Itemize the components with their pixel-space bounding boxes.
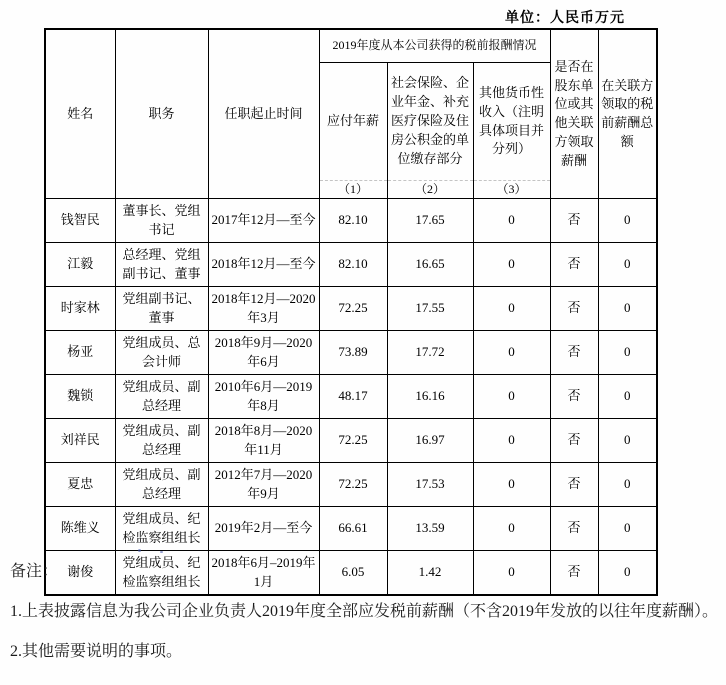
header-other-income: 其他货币性收入（注明具体项目并分列） (473, 63, 550, 181)
cell-related-total: 0 (598, 551, 657, 596)
cell-other: 0 (473, 463, 550, 507)
cell-related-total: 0 (598, 199, 657, 243)
cell-name: 魏锁 (45, 375, 115, 419)
scan-artifact-dot (160, 551, 163, 553)
cell-insurance: 17.72 (387, 331, 473, 375)
cell-term: 2010年6月—2019年8月 (208, 375, 319, 419)
cell-salary: 6.05 (319, 551, 387, 596)
cell-other: 0 (473, 551, 550, 596)
cell-related: 否 (550, 331, 598, 375)
cell-other: 0 (473, 419, 550, 463)
cell-other: 0 (473, 199, 550, 243)
header-position: 职务 (115, 29, 208, 199)
table-row (45, 287, 657, 331)
notes-section (10, 560, 718, 680)
cell-term: 2018年12月—至今 (208, 243, 319, 287)
table-row (45, 243, 657, 287)
table-row (45, 507, 657, 551)
cell-term: 2018年8月—2020年11月 (208, 419, 319, 463)
cell-related: 否 (550, 199, 598, 243)
cell-name: 陈维义 (45, 507, 115, 551)
cell-insurance: 1.42 (387, 551, 473, 596)
cell-salary: 72.25 (319, 463, 387, 507)
header-sub1: （1） (319, 181, 387, 199)
note-line: 2.其他需要说明的事项。 (10, 643, 183, 660)
cell-salary: 48.17 (319, 375, 387, 419)
table-row (45, 463, 657, 507)
cell-name: 谢俊 (45, 551, 115, 596)
cell-position: 党组成员、总会计师 (115, 331, 208, 375)
cell-position: 董事长、党组书记 (115, 199, 208, 243)
cell-other: 0 (473, 243, 550, 287)
cell-term: 2018年9月—2020年6月 (208, 331, 319, 375)
cell-insurance: 17.53 (387, 463, 473, 507)
cell-insurance: 13.59 (387, 507, 473, 551)
cell-related-total: 0 (598, 243, 657, 287)
cell-other: 0 (473, 375, 550, 419)
cell-salary: 73.89 (319, 331, 387, 375)
cell-salary: 82.10 (319, 199, 387, 243)
cell-salary: 72.25 (319, 287, 387, 331)
cell-related: 否 (550, 463, 598, 507)
cell-position: 党组成员、纪检监察组组长 (115, 507, 208, 551)
cell-related-total: 0 (598, 375, 657, 419)
header-sub3: （3） (473, 181, 550, 199)
cell-term: 2018年6月–2019年1月 (208, 551, 319, 596)
cell-salary: 82.10 (319, 243, 387, 287)
cell-term: 2018年12月—2020年3月 (208, 287, 319, 331)
header-pretax-group: 2019年度从本公司获得的税前报酬情况 (319, 29, 550, 63)
header-related-party-paid: 是否在股东单位或其他关联方领取薪酬 (550, 29, 598, 199)
header-row-group (45, 29, 657, 63)
cell-name: 钱智民 (45, 199, 115, 243)
cell-related: 否 (550, 375, 598, 419)
cell-insurance: 16.65 (387, 243, 473, 287)
cell-term: 2012年7月—2020年9月 (208, 463, 319, 507)
cell-other: 0 (473, 331, 550, 375)
cell-related: 否 (550, 243, 598, 287)
cell-related-total: 0 (598, 507, 657, 551)
cell-position: 党组成员、副总经理 (115, 419, 208, 463)
header-related-party-total: 在关联方领取的税前薪酬总额 (598, 29, 657, 199)
cell-related-total: 0 (598, 331, 657, 375)
table-row (45, 199, 657, 243)
cell-term: 2017年12月—至今 (208, 199, 319, 243)
cell-name: 刘祥民 (45, 419, 115, 463)
compensation-table (44, 28, 658, 596)
cell-other: 0 (473, 287, 550, 331)
cell-position: 总经理、党组副书记、董事 (115, 243, 208, 287)
cell-term: 2019年2月—至今 (208, 507, 319, 551)
header-insurance: 社会保险、企业年金、补充医疗保险及住房公积金的单位缴存部分 (387, 63, 473, 181)
header-term: 任职起止时间 (208, 29, 319, 199)
cell-position: 党组成员、副总经理 (115, 463, 208, 507)
table-row (45, 419, 657, 463)
cell-related: 否 (550, 507, 598, 551)
unit-label: 单位：人民币万元 (505, 11, 625, 26)
notes-title: 备注： (10, 563, 59, 580)
cell-position: 党组成员、副总经理 (115, 375, 208, 419)
cell-related: 否 (550, 287, 598, 331)
header-sub2: （2） (387, 181, 473, 199)
cell-insurance: 17.55 (387, 287, 473, 331)
cell-related-total: 0 (598, 463, 657, 507)
table-row (45, 331, 657, 375)
cell-insurance: 16.16 (387, 375, 473, 419)
cell-related: 否 (550, 551, 598, 596)
cell-insurance: 17.65 (387, 199, 473, 243)
note-line: 1.上表披露信息为我公司企业负责人2019年度全部应发税前薪酬（不含2019年发放的以往年度薪酬）。 (10, 603, 719, 620)
table-row (45, 375, 657, 419)
cell-salary: 66.61 (319, 507, 387, 551)
cell-position: 党组副书记、董事 (115, 287, 208, 331)
header-name: 姓名 (45, 29, 115, 199)
cell-other: 0 (473, 507, 550, 551)
cell-related-total: 0 (598, 287, 657, 331)
cell-position: 党组成员、纪检监察组组长 (115, 551, 208, 596)
cell-salary: 72.25 (319, 419, 387, 463)
cell-name: 夏忠 (45, 463, 115, 507)
cell-insurance: 16.97 (387, 419, 473, 463)
cell-related: 否 (550, 419, 598, 463)
cell-name: 江毅 (45, 243, 115, 287)
scan-artifact-dot (138, 549, 141, 552)
cell-name: 杨亚 (45, 331, 115, 375)
cell-name: 时家林 (45, 287, 115, 331)
header-salary: 应付年薪 (319, 63, 387, 181)
cell-related-total: 0 (598, 419, 657, 463)
